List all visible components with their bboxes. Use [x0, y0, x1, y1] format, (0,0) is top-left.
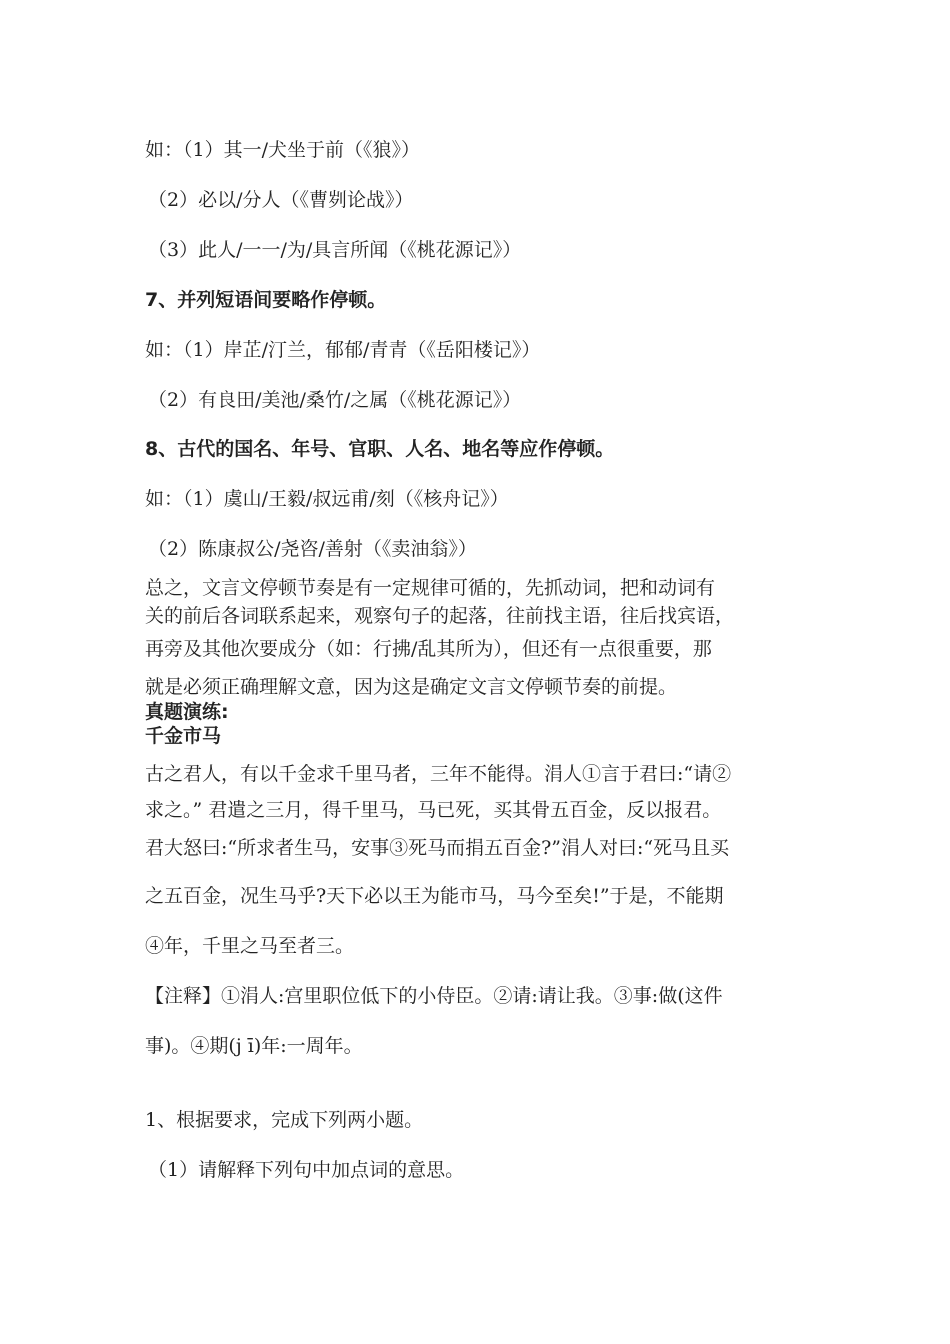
practice-heading: 真题演练: — [145, 701, 229, 723]
summary-line-3: 再旁及其他次要成分（如：行拂/乱其所为），但还有一点很重要，那 — [145, 638, 712, 660]
rule6-example-3: （3）此人/一一/为/具言所闻（《桃花源记》） — [148, 239, 522, 261]
question-1-part-1: （1）请解释下列句中加点词的意思。 — [148, 1159, 465, 1181]
rule7-example-2: （2）有良田/美池/桑竹/之属（《桃花源记》） — [148, 389, 522, 411]
question-1: 1、根据要求，完成下列两小题。 — [145, 1109, 424, 1131]
passage-line-2: 求之。” 君遣之三月，得千里马，马已死，买其骨五百金，反以报君。 — [145, 799, 722, 821]
rule7-example-1: 如：（1）岸芷/汀兰，郁郁/青青（《岳阳楼记》） — [145, 339, 541, 361]
passage-line-1: 古之君人，有以千金求千里马者，三年不能得。涓人①言于君曰:“请② — [145, 763, 732, 785]
rule8-example-2: （2）陈康叔公/尧咨/善射（《卖油翁》） — [148, 538, 477, 560]
passage-line-5: ④年，千里之马至者三。 — [145, 935, 355, 957]
summary-line-1: 总之，文言文停顿节奏是有一定规律可循的，先抓动词，把和动词有 — [145, 577, 716, 599]
summary-line-2: 关的前后各词联系起来，观察句子的起落，往前找主语，往后找宾语， — [145, 605, 735, 627]
rule7-heading: 7、并列短语间要略作停顿。 — [145, 289, 387, 311]
passage-line-4: 之五百金，况生马乎?天下必以王为能市马，马今至矣!”于是，不能期 — [145, 885, 724, 907]
rule6-example-1: 如：（1）其一/犬坐于前（《狼》） — [145, 139, 420, 161]
notes-line-1: 【注释】①涓人:宫里职位低下的小侍臣。②请:请让我。③事:做(这件 — [145, 985, 723, 1007]
rule6-example-2: （2）必以/分人（《曹刿论战》） — [148, 189, 414, 211]
rule8-heading: 8、古代的国名、年号、官职、人名、地名等应作停顿。 — [145, 438, 615, 460]
passage-line-3: 君大怒曰:“所求者生马，安事③死马而捐五百金?”涓人对曰:“死马且买 — [145, 837, 730, 859]
summary-line-4: 就是必须正确理解文意，因为这是确定文言文停顿节奏的前提。 — [145, 676, 678, 698]
passage-title: 千金市马 — [145, 725, 222, 747]
notes-line-2: 事)。④期(j ī)年:一周年。 — [145, 1035, 363, 1057]
rule8-example-1: 如：（1）虞山/王毅/叔远甫/刻（《核舟记》） — [145, 488, 509, 510]
